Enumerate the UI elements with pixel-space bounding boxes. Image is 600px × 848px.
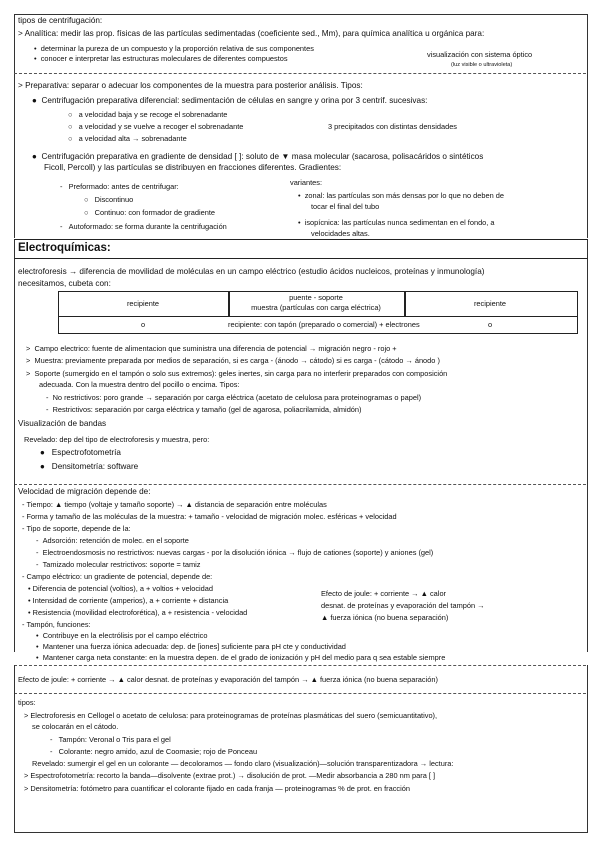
optic-note: visualización con sistema óptico [427,50,533,59]
joule-note-3: ▲ fuerza iónica (no buena separación) [321,613,449,622]
time-line: - Tiempo: ▲ tiempo (voltaje y tamaño soporte) → ▲ distancia de separación entre moléculas [22,500,327,509]
electroendo-line: - Electroendosmosis no restrictivos: nuevas cargas - por la disolución iónica → flujo de cationes (soporte) y aniones (gel) [36,548,434,557]
support-type-line: - Tipo de soporte, depende de la: [22,524,131,533]
types-title: tipos: [18,698,36,707]
shape-line: - Forma y tamaño de las moléculas de la muestra: + tamaño - velocidad de migración molec. esféricas + velocidad [22,512,397,521]
cellogel-line-1: > Electroforesis en Cellogel o acetato de celulosa: para proteinogramas de proteínas plasmáticas del suero (semicuantitativo), [24,711,438,720]
analytic-bullet-1: • determinar la pureza de un compuesto y la proporción relativa de sus componentes [34,44,314,53]
joule-line: Efecto de joule: + corriente → ▲ calor desnat. de proteínas y evaporación del tampón → ▲ fuerza iónica (no buena separación) [18,675,438,684]
electro-heading: Electroquímicas: [18,242,111,254]
intensity-line: • Intensidad de corriente (amperios), a + corriente + distancia [28,596,229,605]
optic-subnote: (luz visible o ultravioleta) [451,62,513,68]
gradient-line-1: ● Centrifugación preparativa en gradiente de densidad [ ]: soluto de ▼ masa molecular (sacarosa, polisacáridos o sintéticos [32,152,484,161]
buffer-title-line: - Tampón, funciones: [22,620,91,629]
joule-note-1: Efecto de joule: + corriente → ▲ calor [321,589,447,598]
buffer-item: - Tampón: Veronal o Tris para el gel [50,735,171,744]
nonrestrictive-line: - No restrictivos: poro grande → separación por carga eléctrica (acetato de celulosa para proteinogramas o papel) [46,393,422,402]
densito-item: ● Densitometría: software [40,462,139,471]
arrow-right-icon: > [18,81,26,90]
diff-note: 3 precipitados con distintas densidades [328,122,458,131]
analytic-line: > Analítica: medir las prop. físicas de las partículas sedimentadas (coeficiente sed., Mm), para química analítica u orgánica para: [18,29,485,38]
support-line-1: > Soporte (sumergido en el tampón o solo sus extremos): geles inertes, sin carga para no interferir preparados con composición [26,369,448,378]
arrow-right-icon: > [18,29,25,38]
zonal-line-1: • zonal: las partículas son más densas por lo que no deben de [298,191,504,200]
cellogel-line-2: se colocarán en el cátodo. [32,722,119,731]
autoformed-item: - Autoformado: se forma durante la centrifugación [60,222,227,231]
continuous-item: ○ Continuo: con formador de gradiente [84,208,216,217]
table-right-label: recipiente [473,299,507,308]
preformed-item: - Preformado: antes de centrifugar: [60,182,179,191]
velocity-title: Velocidad de migración depende de: [18,487,151,496]
sample-line: > Muestra: previamente preparada por medios de separación, si es carga - (ánodo → cátodo) si es carga - (cátodo → ánodo ) [26,356,440,365]
discontinuous-item: ○ Discontinuo [84,195,134,204]
joule-note-2: desnat. de proteínas y evaporación del tampón → [321,601,485,610]
anode-symbol: o [140,320,146,329]
isopycnic-line-2: velocidades altas. [311,229,370,238]
field-line: > Campo electrico: fuente de alimentacion que suministra una diferencia de potencial → migración negro - rojo + [26,344,397,353]
revealed-line: Revelado: dep del tipo de electroforesis y muestra, pero: [24,435,210,444]
differential-line: ● Centrifugación preparativa diferencial: sedimentación de células en sangre y orina por 3 centrif. sucesivas: [32,96,428,105]
reveal-line: Revelado: sumergir el gel en un colorante — decoloramos — fondo claro (visualización)—solución transparentizadora → lectura: [32,759,454,768]
diff-potential-line: • Diferencia de potencial (voltios), a + voltios + velocidad [28,584,214,593]
isopycnic-line-1: • isopícnica: las partículas nunca sedimentan en el fondo, a [298,218,495,227]
table-left-label: recipiente [126,299,160,308]
zonal-line-2: tocar el final del tubo [311,202,380,211]
divider [14,73,586,74]
diff-step-3: ○ a velocidad alta → sobrenadante [68,134,187,143]
visual-line: Visualización de bandas [18,419,107,428]
types-spectro-line: > Espectrofotometría: recorto la banda—disolvente (extrae prot.) → disolución de prot. —Medir absorbancia a 280 nm para [ ] [24,771,436,780]
buffer-line-3: • Mantener carga neta constante: en la muestra depen. de el grado de ionización y pH del medio para q sea estable siempre [36,653,446,662]
spectro-item: ● Espectrofotometría [40,448,121,457]
preparative-line: > Preparativa: separar o adecuar los componentes de la muestra para posterior análisis. Tipos: [18,81,363,90]
variants-label: variantes: [290,178,323,187]
dye-item: - Colorante: negro amido, azul de Coomasie; rojo de Ponceau [50,747,258,756]
electro-intro-2: necesitamos, cubeta con: [18,279,111,288]
buffer-line-1: • Contribuye en la electrólisis por el campo eléctrico [36,631,208,640]
types-densito-line: > Densitometría: fotómetro para cuantificar el colorante fijado en cada franja — proteinogramas % de prot. en fracción [24,784,410,793]
centrifugation-title: tipos de centrifugación: [18,16,103,25]
adsorption-line: - Adsorción: retención de molec. en el soporte [36,536,189,545]
diff-step-2: ○ a velocidad y se vuelve a recoger el sobrenadante [68,122,244,131]
field-title-line: - Campo eléctrico: un gradiente de potencial, depende de: [22,572,213,581]
table-row2-mid: recipiente: con tapón (preparado o comercial) + electrones [228,320,420,329]
buffer-line-2: • Mantener una fuerza iónica adecuada: dep. de [iones] suficiente para pH cte y conductividad [36,642,346,651]
support-line-2: adecuada. Con la muestra dentro del pocillo o encima. Tipos: [39,380,240,389]
analytic-bullet-2: • conocer e interpretar las estructuras moleculares de diferentes compuestos [34,54,288,63]
sieve-line: - Tamizado molecular restrictivos: soporte = tamiz [36,560,201,569]
electro-intro-1: electroforesis → diferencia de movilidad de moléculas en un campo eléctrico (estudio ácidos nucleicos, proteínas y inmunología) [18,267,485,276]
table-mid-label-1: puente - soporte [289,293,343,302]
diff-step-1: ○ a velocidad baja y se recoge el sobrenadante [68,110,228,119]
resistance-line: • Resistencia (movilidad electroforética), a + resistencia - velocidad [28,608,248,617]
gradient-line-2: Ficoll, Percoll) y las partículas se distribuyen en fracciones diferentes. Gradientes: [44,163,342,172]
table-mid-label-2: muestra (partículas con carga eléctrica) [251,303,381,312]
restrictive-line: - Restrictivos: separación por carga eléctrica y tamaño (gel de agarosa, poliacrilamida, almidón) [46,405,362,414]
cathode-symbol: o [487,320,493,329]
